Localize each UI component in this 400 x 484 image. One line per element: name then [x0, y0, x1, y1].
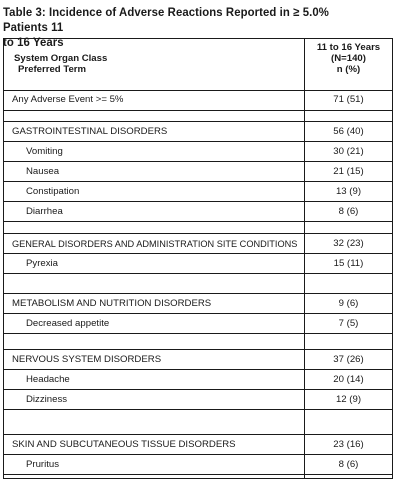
term-value-cell — [305, 162, 392, 181]
term-value: 7 (5) — [338, 318, 359, 329]
term-label: Headache — [26, 374, 70, 385]
term-label-cell — [4, 254, 305, 273]
term-label: Dizziness — [26, 394, 68, 405]
term-label-cell — [4, 202, 305, 221]
header-col1-line2: Preferred Term — [18, 64, 87, 75]
spacer-cell — [4, 334, 305, 349]
spacer-row — [4, 274, 392, 294]
term-value-cell — [305, 455, 392, 474]
soc-label-cell — [4, 122, 305, 141]
term-value: 8 (6) — [338, 459, 359, 470]
term-value: 13 (9) — [335, 186, 362, 197]
term-value: 30 (21) — [333, 146, 364, 157]
spacer-cell — [305, 111, 392, 121]
term-value: 15 (11) — [333, 258, 364, 269]
soc-row-nervous-system — [4, 350, 392, 370]
header-col2-line2: (N=140) — [331, 53, 366, 64]
spacer-row — [4, 334, 392, 350]
term-row-nausea — [4, 162, 392, 182]
soc-row-gastrointestinal — [4, 122, 392, 142]
term-row-decreased-appetite — [4, 314, 392, 334]
any-adverse-event-label-cell — [4, 91, 305, 110]
term-value-cell — [305, 370, 392, 389]
soc-value: 23 (16) — [333, 439, 364, 450]
term-label: Constipation — [26, 186, 80, 197]
term-label: Diarrhea — [26, 206, 63, 217]
term-label-cell — [4, 314, 305, 333]
term-label-cell — [4, 455, 305, 474]
header-col2-line3: n (%) — [336, 64, 361, 75]
spacer-cell — [4, 111, 305, 121]
soc-row-skin — [4, 435, 392, 455]
term-label: Pyrexia — [26, 258, 58, 269]
spacer-cell — [4, 475, 305, 478]
spacer-cell — [305, 475, 392, 478]
soc-label-cell — [4, 350, 305, 369]
spacer-row — [4, 410, 392, 435]
soc-label: SKIN AND SUBCUTANEOUS TISSUE DISORDERS — [12, 439, 236, 450]
any-adverse-event-row — [4, 91, 392, 111]
soc-value: 37 (26) — [333, 354, 364, 365]
term-label-cell — [4, 142, 305, 161]
soc-value: 56 (40) — [333, 126, 364, 137]
soc-label-cell — [4, 294, 305, 313]
spacer-cell — [305, 222, 392, 233]
soc-label-cell — [4, 435, 305, 454]
soc-label: GASTROINTESTINAL DISORDERS — [12, 126, 168, 137]
spacer-cell — [4, 410, 305, 434]
table-caption-line-1: Table 3: Incidence of Adverse Reactions Reported in ≥ 5.0% Patients 11 — [3, 5, 329, 34]
soc-row-metabolism — [4, 294, 392, 314]
header-cell-system-organ-class — [4, 39, 305, 90]
spacer-cell — [305, 410, 392, 434]
soc-label-cell — [4, 234, 305, 253]
term-row-pyrexia — [4, 254, 392, 274]
soc-row-general-disorders — [4, 234, 392, 254]
spacer-cell — [4, 222, 305, 233]
term-row-vomiting — [4, 142, 392, 162]
soc-value: 9 (6) — [338, 298, 359, 309]
adverse-reactions-table — [3, 38, 393, 479]
spacer-row — [4, 222, 392, 234]
term-label-cell — [4, 370, 305, 389]
term-row-diarrhea — [4, 202, 392, 222]
spacer-cell — [4, 274, 305, 293]
term-value-cell — [305, 390, 392, 409]
any-adverse-event-value-cell — [305, 91, 392, 110]
soc-label: NERVOUS SYSTEM DISORDERS — [12, 354, 162, 365]
term-value-cell — [305, 142, 392, 161]
soc-label: METABOLISM AND NUTRITION DISORDERS — [12, 298, 212, 309]
table-header-row — [4, 39, 392, 91]
soc-value-cell — [305, 294, 392, 313]
term-row-constipation — [4, 182, 392, 202]
term-label-cell — [4, 390, 305, 409]
soc-value: 32 (23) — [333, 238, 364, 249]
header-col2-line1: 11 to 16 Years — [316, 42, 381, 53]
term-row-headache — [4, 370, 392, 390]
soc-value-cell — [305, 234, 392, 253]
header-col1-line1: System Organ Class — [14, 53, 108, 64]
soc-value-cell — [305, 350, 392, 369]
table-caption-line-2: to 16 Years — [3, 35, 64, 49]
term-label: Decreased appetite — [26, 318, 110, 329]
term-label: Nausea — [26, 166, 60, 177]
term-label-cell — [4, 182, 305, 201]
header-cell-age-group — [305, 39, 392, 90]
term-value-cell — [305, 182, 392, 201]
term-value: 8 (6) — [338, 206, 359, 217]
term-row-dizziness — [4, 390, 392, 410]
soc-value-cell — [305, 122, 392, 141]
term-value: 20 (14) — [333, 374, 364, 385]
term-label: Pruritus — [26, 459, 60, 470]
spacer-row — [4, 111, 392, 122]
term-value-cell — [305, 314, 392, 333]
term-row-pruritus — [4, 455, 392, 475]
soc-value-cell — [305, 435, 392, 454]
soc-label: GENERAL DISORDERS AND ADMINISTRATION SITE CONDITIONS — [12, 239, 298, 249]
spacer-cell — [305, 334, 392, 349]
spacer-cell — [305, 274, 392, 293]
term-value-cell — [305, 254, 392, 273]
term-label-cell — [4, 162, 305, 181]
term-value-cell — [305, 202, 392, 221]
term-value: 21 (15) — [333, 166, 364, 177]
spacer-row — [4, 475, 392, 478]
any-adverse-event-label: Any Adverse Event >= 5% — [12, 94, 124, 105]
term-label: Vomiting — [26, 146, 63, 157]
any-adverse-event-value: 71 (51) — [333, 94, 364, 105]
term-value: 12 (9) — [335, 394, 362, 405]
